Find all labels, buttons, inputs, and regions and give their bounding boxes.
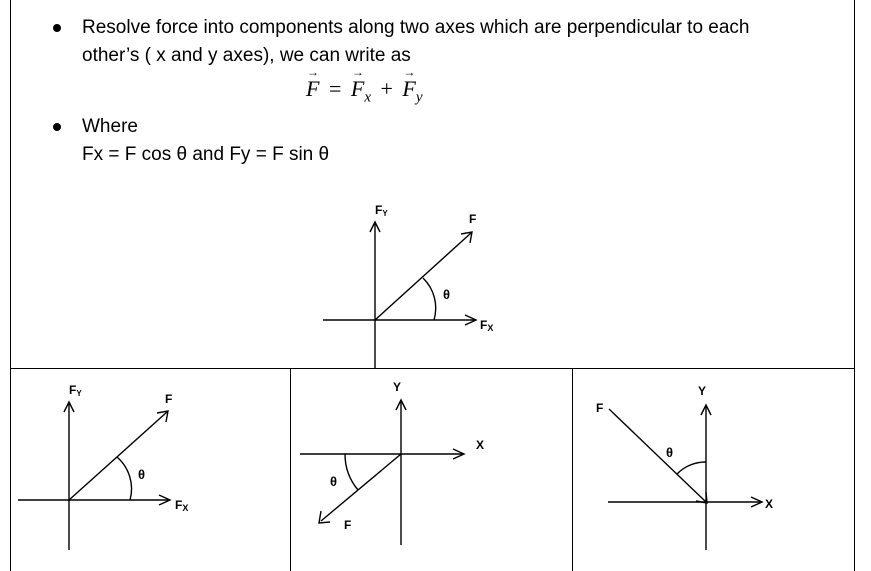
label-fy-sub: Y [382,209,388,218]
label-f: F [596,401,604,415]
angle-arc [677,462,706,474]
eq-sub-x: x [364,89,371,106]
label-fy: F [69,383,77,397]
force-vector [609,409,706,502]
label-f: F [344,518,352,532]
eq-sub-y: y [415,89,423,106]
bullet-line: other’s ( x and y axes), we can write as [82,45,411,66]
label-x: X [765,497,774,511]
label-theta: θ [138,467,146,482]
eq-term-fy: → F [402,76,415,102]
eq-term-fx: → F [351,76,364,102]
label-y: Y [393,380,402,394]
eq-lhs: → F [306,76,319,102]
label-fx: F [175,498,183,512]
label-fx-sub: X [182,503,189,513]
label-fy-sub: Y [76,389,82,398]
label-fx: F [480,318,488,332]
label-x: X [476,438,485,452]
label-fy: F [375,203,383,217]
label-fx-sub: X [487,323,494,333]
label-theta: θ [443,287,451,302]
label-f: F [165,392,173,406]
label-f: F [469,212,477,226]
label-theta: θ [666,445,674,460]
bullet-line: Fx = F cos θ and Fy = F sin θ [82,144,330,165]
eq-equals: = [328,76,342,101]
bullet-line: Where [82,116,138,137]
bullet-line: Resolve force into components along two axes which are perpendicular to each [82,17,750,38]
label-theta: θ [330,474,338,489]
eq-plus: + [380,76,393,101]
label-y: Y [698,384,707,398]
